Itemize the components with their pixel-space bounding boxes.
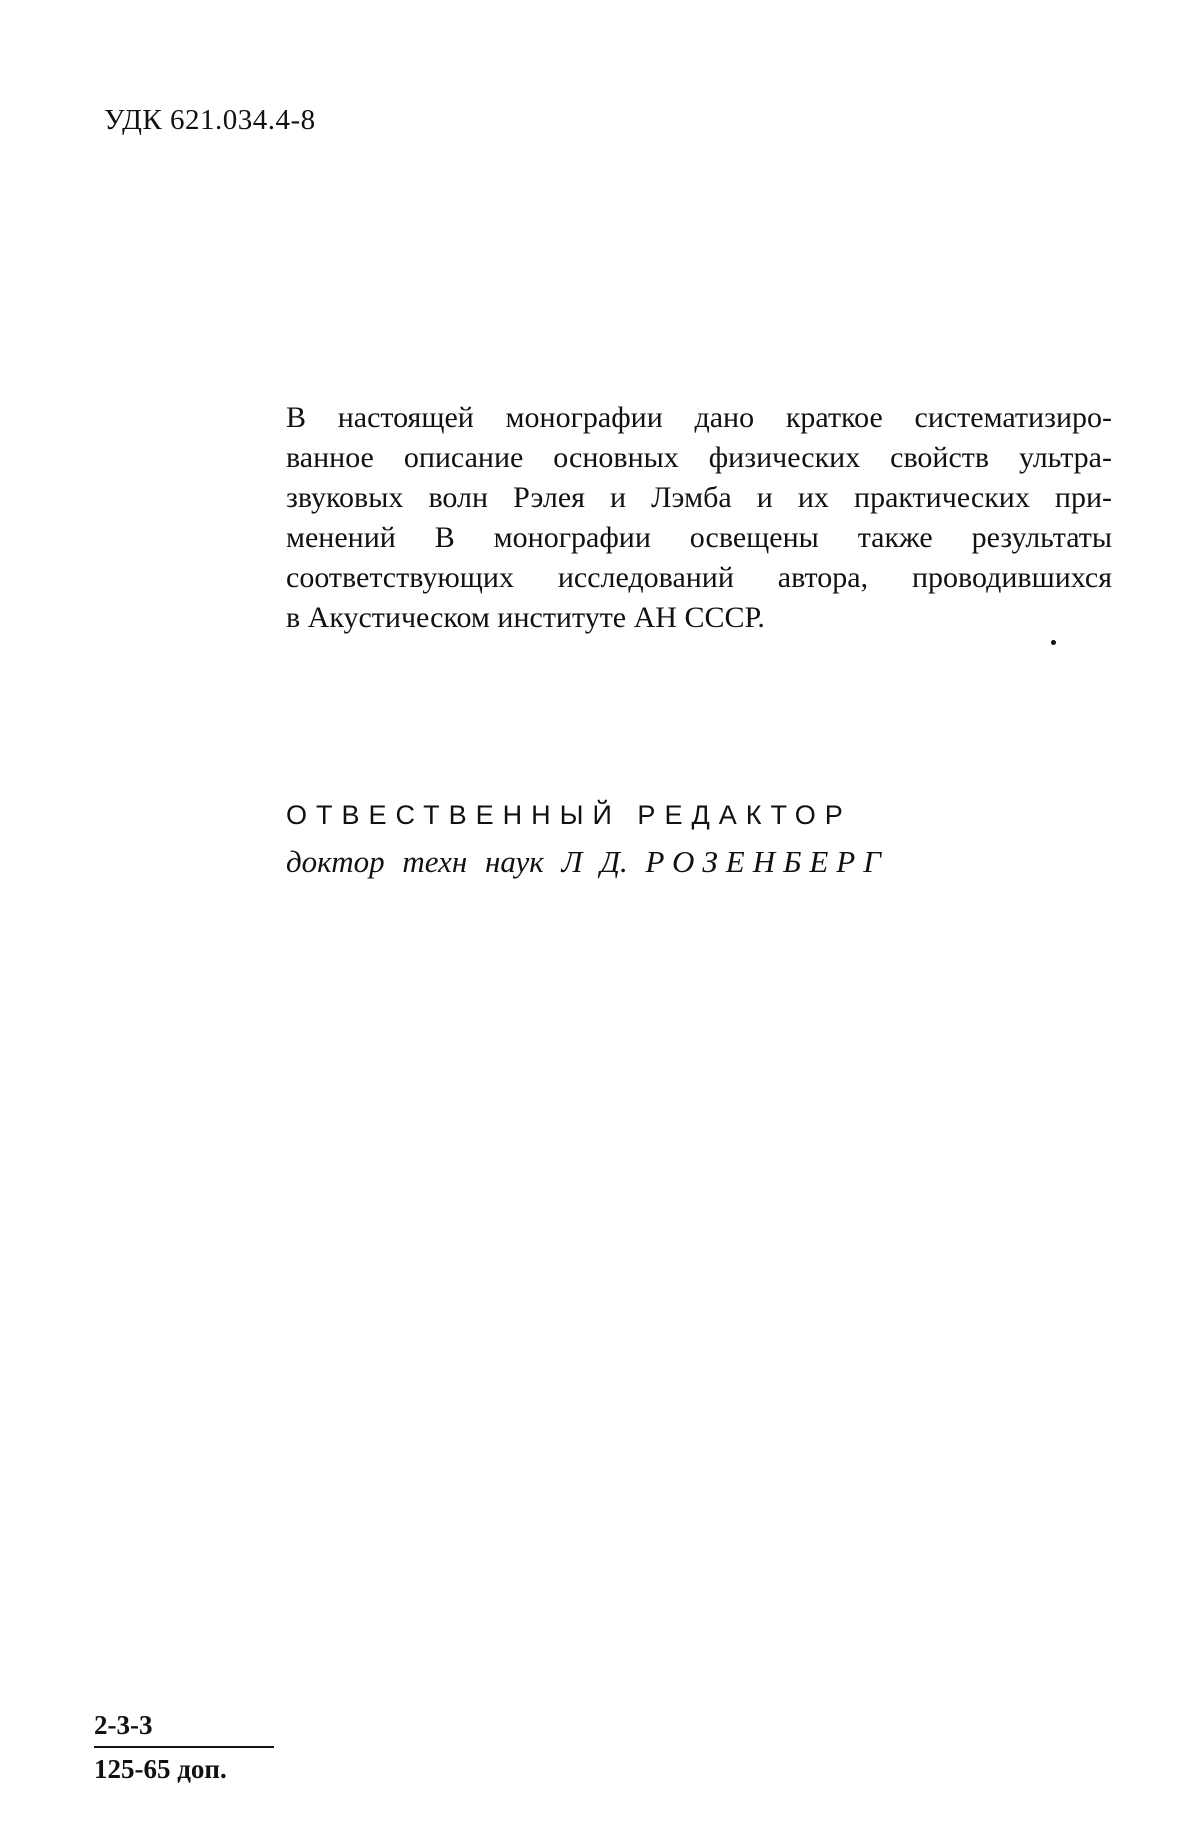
abstract-line: в Акустическом институте АН СССР. [286,601,765,634]
editor-surname: РОЗЕНБЕРГ [645,844,889,879]
editor-name [286,844,889,880]
publication-codes [94,1706,274,1788]
code-top: 2-3-3 [94,1706,274,1748]
editor-heading: ОТВЕСТВЕННЫЙ РЕДАКТОР [286,800,852,830]
print-speck [1051,640,1056,645]
code-bottom: 125-65 доп. [94,1754,227,1784]
abstract-line: звуковых волн Рэлея и Лэмба и их практических при- [286,481,1112,514]
udk-code: УДК 621.034.4-8 [104,104,316,136]
abstract-line: соответствующих исследований автора, проводившихся [286,561,1112,594]
abstract-line: ванное описание основных физических свойств ультра- [286,441,1112,474]
abstract-line: В настоящей монографии дано краткое систематизиро- [286,401,1112,434]
abstract-line: менений В монографии освещены также результаты [286,521,1112,554]
abstract-paragraph [286,398,1112,638]
editor-title: доктор техн наук Л Д. [286,844,628,879]
